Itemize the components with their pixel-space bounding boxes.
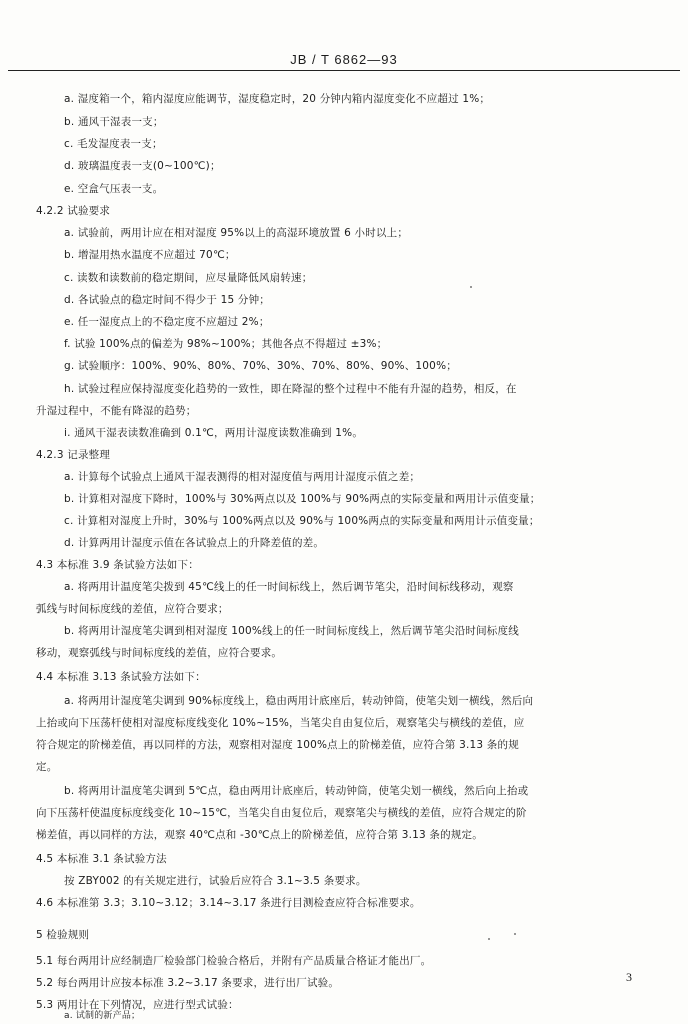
text-line: d. 计算两用计湿度示值在各试验点上的升降差值的差。	[64, 537, 325, 549]
text-line: 按 ZBY002 的有关规定进行，试验后应符合 3.1~3.5 条要求。	[64, 875, 367, 887]
text-line: i. 通风干湿表读数准确到 0.1℃，两用计湿度读数准确到 1%。	[64, 427, 364, 439]
text-line: h. 试验过程应保持湿度变化趋势的一致性，即在降湿的整个过程中不能有升湿的趋势，相反，在	[64, 383, 517, 395]
section-heading: 4.6 本标准第 3.3；3.10~3.12；3.14~3.17 条进行目测检查应符合标准要求。	[36, 897, 421, 909]
text-line: b. 通风干湿表一支；	[64, 116, 164, 128]
page-number: 3	[626, 970, 632, 984]
text-line: 5.3 两用计在下列情况，应进行型式试验：	[36, 999, 239, 1011]
section-heading: 4.2.2 试验要求	[36, 205, 111, 217]
scan-speck	[514, 933, 516, 935]
text-line: b. 将两用计温度笔尖调到 5℃点，稳由两用计底座后，转动钟筒，使笔尖划一横线，然后向上抬或	[64, 785, 529, 797]
text-line: d. 各试验点的稳定时间不得少于 15 分钟；	[64, 294, 270, 306]
text-line: 符合规定的阶梯差值，再以同样的方法，观察相对湿度 100%点上的阶梯差值，应符合第 3.13 条的规	[36, 739, 519, 751]
text-line: c. 毛发湿度表一支；	[64, 138, 163, 150]
text-line: 梯差值，再以同样的方法，观察 40℃点和 -30℃点上的阶梯差值，应符合第 3.13 条的规定。	[36, 829, 483, 841]
section-heading: 4.2.3 记录整理	[36, 449, 111, 461]
section-heading: 4.4 本标准 3.13 条试验方法如下：	[36, 671, 206, 683]
text-line: b. 计算相对湿度下降时，100%与 30%两点以及 100%与 90%两点的实际变量和两用计示值变量；	[64, 493, 541, 505]
text-line: a. 湿度箱一个，箱内湿度应能调节，湿度稳定时，20 分钟内箱内湿度变化不应超过 1%；	[64, 93, 491, 105]
text-line: c. 计算相对湿度上升时，30%与 100%两点以及 90%与 100%两点的实际变量和两用计示值变量；	[64, 515, 540, 527]
text-line: a. 将两用计温度笔尖拨到 45℃线上的任一时间标线上，然后调节笔尖，沿时间标线移动，观察	[64, 581, 514, 593]
text-line: e. 空盒气压表一支。	[64, 183, 164, 195]
text-line: 向下压荡杆使温度标度线变化 10~15℃，当笔尖自由复位后，观察笔尖与横线的差值，应符合规定的阶	[36, 807, 527, 819]
text-line: b. 增湿用热水温度不应超过 70℃；	[64, 249, 236, 261]
section-heading: 4.3 本标准 3.9 条试验方法如下：	[36, 559, 199, 571]
text-line: a. 将两用计湿度笔尖调到 90%标度线上，稳由两用计底座后，转动钟筒，使笔尖划一横线，然后向	[64, 695, 534, 707]
text-line: 移动，观察弧线与时间标度线的差值，应符合要求。	[36, 647, 283, 659]
chapter-heading: 5 检验规则	[36, 929, 90, 941]
text-line: a. 计算每个试验点上通风干湿表测得的相对湿度值与两用计湿度示值之差；	[64, 471, 421, 483]
text-line: f. 试验 100%点的偏差为 98%~100%；其他各点不得超过 ±3%；	[64, 338, 388, 350]
section-heading: 4.5 本标准 3.1 条试验方法	[36, 853, 167, 865]
text-line: 升湿过程中，不能有降湿的趋势；	[36, 405, 197, 417]
text-line: 定。	[36, 761, 58, 773]
document-number-header: JB / T 6862—93	[290, 52, 398, 67]
scan-speck	[488, 938, 490, 940]
text-line: a. 试制的新产品；	[64, 1011, 141, 1021]
text-line: 弧线与时间标度线的差值，应符合要求；	[36, 603, 229, 615]
text-line: b. 将两用计湿度笔尖调到相对湿度 100%线上的任一时间标度线上，然后调节笔尖沿时间标度线	[64, 625, 519, 637]
text-line: d. 玻璃温度表一支(0~100℃)；	[64, 160, 221, 172]
text-line: 上抬或向下压荡杆使相对湿度标度线变化 10%~15%，当笔尖自由复位后，观察笔尖与横线的差值，应	[36, 717, 525, 729]
text-line: e. 任一湿度点上的不稳定度不应超过 2%；	[64, 316, 270, 328]
text-line: 5.1 每台两用计应经制造厂检验部门检验合格后，并附有产品质量合格证才能出厂。	[36, 955, 432, 967]
text-line: a. 试验前，两用计应在相对湿度 95%以上的高湿环境放置 6 小时以上；	[64, 227, 409, 239]
text-line: 5.2 每台两用计应按本标准 3.2~3.17 条要求，进行出厂试验。	[36, 977, 340, 989]
text-line: g. 试验顺序：100%、90%、80%、70%、30%、70%、80%、90%、100%；	[64, 360, 457, 372]
text-line: c. 读数和读数前的稳定期间，应尽量降低风扇转速；	[64, 272, 313, 284]
header-rule	[8, 70, 680, 71]
scan-speck	[470, 286, 472, 288]
